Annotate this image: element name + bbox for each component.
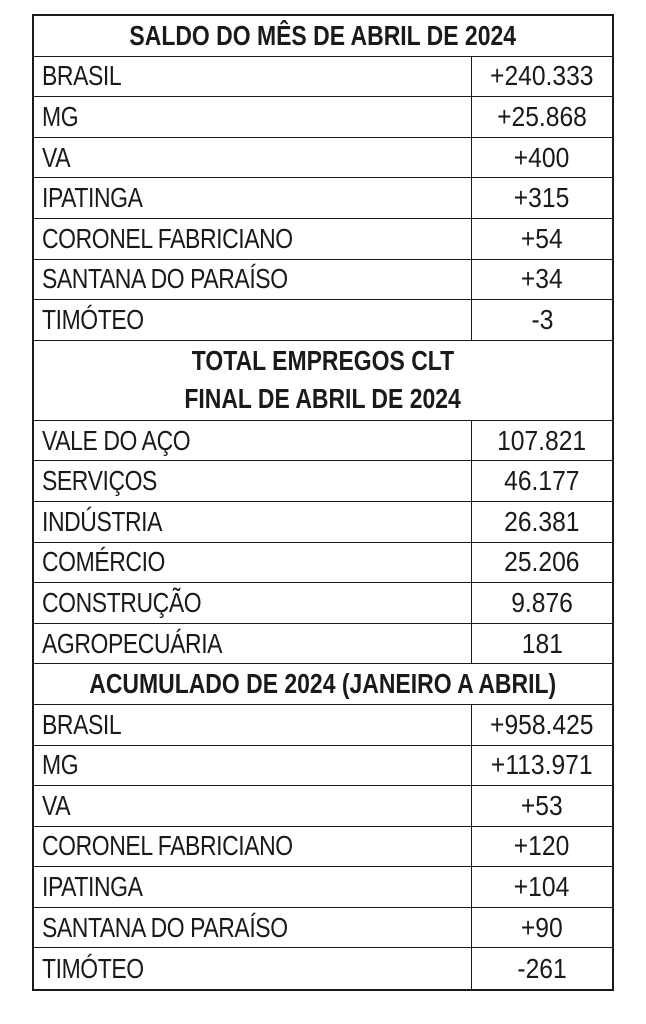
row-value: +34 — [521, 263, 563, 295]
row-label: CORONEL FABRICIANO — [34, 219, 472, 259]
row-value: 25.206 — [504, 546, 580, 578]
row-value: +90 — [521, 911, 563, 943]
row-value: +53 — [521, 789, 563, 821]
row-label: VALE DO AÇO — [34, 421, 472, 461]
row-label: MG — [34, 97, 472, 137]
row-label: IPATINGA — [34, 867, 472, 907]
table-row — [34, 543, 612, 584]
table-row — [34, 97, 612, 138]
table-row — [34, 624, 612, 665]
row-value: +240.333 — [490, 60, 594, 92]
row-value: +958.425 — [490, 708, 594, 740]
table-row — [34, 908, 612, 949]
table-row — [34, 705, 612, 746]
row-value: 9.876 — [511, 586, 573, 618]
row-label: AGROPECUÁRIA — [34, 624, 472, 664]
row-value: 181 — [521, 627, 563, 659]
row-value: 107.821 — [497, 424, 587, 456]
row-label: SERVIÇOS — [34, 461, 472, 501]
row-label: SANTANA DO PARAÍSO — [34, 908, 472, 948]
table-row — [34, 300, 612, 341]
row-value: +104 — [514, 871, 570, 903]
row-value: +113.971 — [491, 749, 593, 781]
row-label: VA — [34, 786, 472, 826]
row-label: INDÚSTRIA — [34, 502, 472, 542]
row-value: -261 — [517, 952, 567, 984]
row-value: 46.177 — [504, 465, 580, 497]
row-value: 26.381 — [504, 505, 580, 537]
table-row — [34, 948, 612, 989]
row-label: COMÉRCIO — [34, 543, 472, 583]
table-row — [34, 57, 612, 98]
row-value: +25.868 — [497, 100, 587, 132]
row-label: CONSTRUÇÃO — [34, 583, 472, 623]
table-row — [34, 583, 612, 624]
section-header-saldo-abril — [34, 16, 612, 57]
table-row — [34, 746, 612, 787]
row-label: IPATINGA — [34, 178, 472, 218]
section-title: TOTAL EMPREGOS CLT — [191, 345, 455, 377]
row-value: -3 — [531, 303, 553, 335]
section-title: ACUMULADO DE 2024 (JANEIRO A ABRIL) — [89, 668, 557, 700]
section-header-acumulado — [34, 664, 612, 705]
row-value: +120 — [514, 830, 570, 862]
table-row — [34, 827, 612, 868]
table-row — [34, 461, 612, 502]
row-label: BRASIL — [34, 705, 472, 745]
row-label: TIMÓTEO — [34, 948, 472, 989]
table-row — [34, 786, 612, 827]
row-label: SANTANA DO PARAÍSO — [34, 260, 472, 300]
table-row — [34, 138, 612, 179]
row-label: CORONEL FABRICIANO — [34, 827, 472, 867]
row-value: +400 — [514, 141, 570, 173]
table-row — [34, 178, 612, 219]
table-row — [34, 502, 612, 543]
section-subtitle: FINAL DE ABRIL DE 2024 — [184, 383, 462, 415]
row-label: TIMÓTEO — [34, 300, 472, 340]
row-value: +315 — [514, 182, 570, 214]
section-header-total-clt — [34, 341, 612, 421]
table-row — [34, 260, 612, 301]
section-title: SALDO DO MÊS DE ABRIL DE 2024 — [129, 19, 517, 51]
row-label: BRASIL — [34, 57, 472, 97]
table-row — [34, 219, 612, 260]
table-row — [34, 421, 612, 462]
employment-table — [32, 14, 614, 991]
row-value: +54 — [521, 222, 563, 254]
row-label: MG — [34, 746, 472, 786]
table-row — [34, 867, 612, 908]
row-label: VA — [34, 138, 472, 178]
